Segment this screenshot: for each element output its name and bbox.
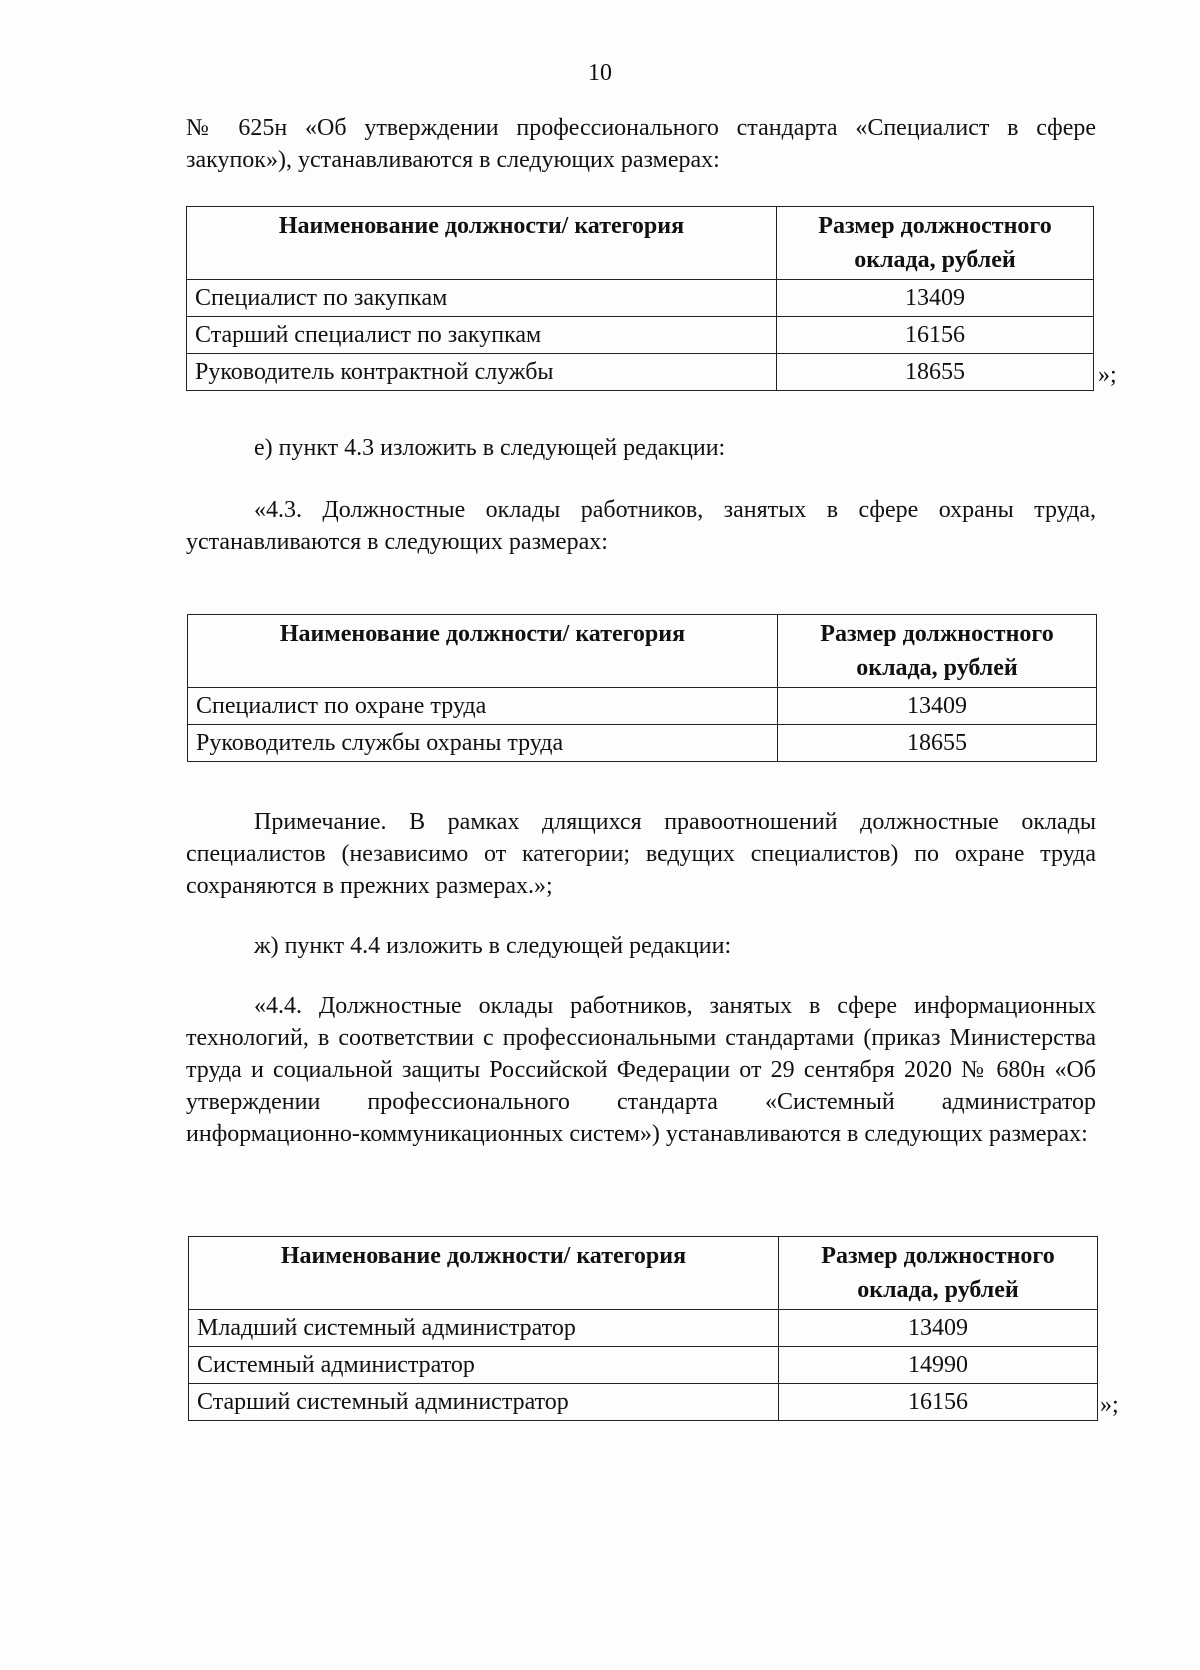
table-row xyxy=(189,1384,1098,1421)
salary-column-header xyxy=(779,1237,1098,1310)
position-name: Специалист по охране труда xyxy=(188,688,778,725)
salary-value: 16156 xyxy=(779,1384,1098,1421)
position-name: Руководитель службы охраны труда xyxy=(188,725,778,762)
position-name: Руководитель контрактной службы xyxy=(187,354,777,391)
salary-value: 18655 xyxy=(778,725,1097,762)
procurement-salary-table xyxy=(186,206,1094,391)
table-header-row xyxy=(188,615,1097,688)
position-name: Старший системный администратор xyxy=(189,1384,779,1421)
table-header-row xyxy=(187,207,1094,280)
salary-value: 14990 xyxy=(779,1347,1098,1384)
position-name: Системный администратор xyxy=(189,1347,779,1384)
table-row xyxy=(187,280,1094,317)
salary-value: 16156 xyxy=(777,317,1094,354)
table-row xyxy=(188,688,1097,725)
table-row xyxy=(187,317,1094,354)
intro-paragraph: № 625н «Об утверждении профессионального стандарта «Специалист в сфере закупок»), устанавливаются в следующих размерах: xyxy=(186,115,1096,173)
salary-value: 13409 xyxy=(778,688,1097,725)
item-zh-paragraph: ж) пункт 4.4 изложить в следующей редакции: xyxy=(254,933,732,959)
page-number: 10 xyxy=(588,60,612,86)
table-row xyxy=(187,354,1094,391)
salary-header-line2: оклада, рублей xyxy=(857,1277,1019,1303)
table-closing-quote: »; xyxy=(1100,1392,1119,1418)
salary-header-line1: Размер должностного xyxy=(821,1243,1055,1269)
salary-header-line1: Размер должностного xyxy=(820,621,1054,647)
item-e-paragraph: е) пункт 4.3 изложить в следующей редакции: xyxy=(254,435,726,461)
salary-value: 18655 xyxy=(777,354,1094,391)
table-row xyxy=(189,1347,1098,1384)
note-paragraph: Примечание. В рамках длящихся правоотношений должностные оклады специалистов (независимо от категории; ведущих специалистов) по охране труда сохраняются в прежних размерах.»; xyxy=(186,809,1096,899)
position-column-header: Наименование должности/ категория xyxy=(187,207,777,280)
table-closing-quote: »; xyxy=(1098,362,1117,388)
position-name: Старший специалист по закупкам xyxy=(187,317,777,354)
position-name: Младший системный администратор xyxy=(189,1310,779,1347)
salary-header-line2: оклада, рублей xyxy=(854,247,1016,273)
labor-safety-salary-table xyxy=(187,614,1097,762)
clause-4-3-paragraph: «4.3. Должностные оклады работников, занятых в сфере охраны труда, устанавливаются в следующих размерах: xyxy=(186,497,1096,555)
salary-value: 13409 xyxy=(779,1310,1098,1347)
salary-value: 13409 xyxy=(777,280,1094,317)
table-header-row xyxy=(189,1237,1098,1310)
table-row xyxy=(188,725,1097,762)
position-column-header: Наименование должности/ категория xyxy=(188,615,778,688)
position-name: Специалист по закупкам xyxy=(187,280,777,317)
clause-4-4-paragraph: «4.4. Должностные оклады работников, занятых в сфере информационных технологий, в соответствии с профессиональными стандартами (приказ Министерства труда и социальной защиты Российской Федерации от 29 сентября 2020 № 680н «Об утверждении профессионального стандарта «Системный администратор информационно-коммуникационных систем») устанавливаются в следующих размерах: xyxy=(186,993,1096,1147)
position-column-header: Наименование должности/ категория xyxy=(189,1237,779,1310)
table-row xyxy=(189,1310,1098,1347)
it-salary-table xyxy=(188,1236,1098,1421)
salary-header-line1: Размер должностного xyxy=(818,213,1052,239)
salary-header-line2: оклада, рублей xyxy=(856,655,1018,681)
salary-column-header xyxy=(777,207,1094,280)
salary-column-header xyxy=(778,615,1097,688)
